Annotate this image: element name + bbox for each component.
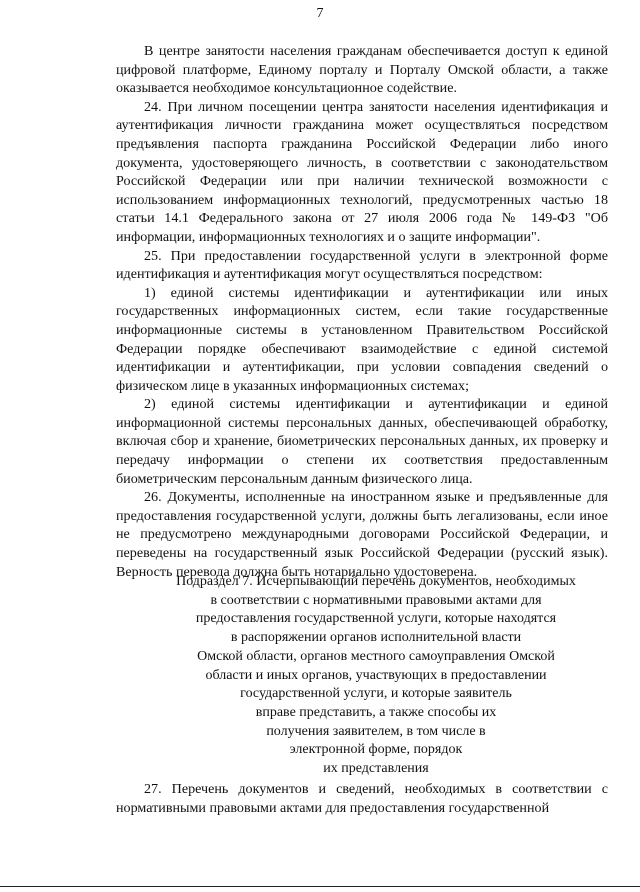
- heading-line: в распоряжении органов исполнительной власти: [230, 630, 522, 646]
- page-bottom-edge: [0, 886, 640, 887]
- heading-line: вправе представить, а также способы их: [255, 704, 497, 720]
- heading-line: их представления: [323, 761, 429, 777]
- document-body-continued: [116, 780, 608, 817]
- heading-line: электронной форме, порядок: [289, 742, 463, 758]
- heading-line: получения заявителем, в том числе в: [266, 723, 486, 739]
- page-number: 7: [316, 6, 324, 21]
- heading-line: в соответствии с нормативными правовыми актами для: [210, 592, 542, 608]
- document-body: [116, 42, 608, 581]
- paragraph-25-item-2: 2) единой системы идентификации и аутентификации и единой информационной системы персональных данных, обеспечивающей обработку, включая сбор и хранение, биометрических персональных данных, их проверку и передачу информации о степени их соответствия предоставленным биометрическим персональным данным физического лица.: [116, 396, 608, 487]
- paragraph-25-electronic-form: 25. При предоставлении государственной услуги в электронной форме идентификация и аутентификация могут осуществляться посредством:: [116, 247, 608, 283]
- heading-line: Омской области, органов местного самоуправления Омской: [197, 648, 555, 664]
- paragraph-25-item-1: 1) единой системы идентификации и аутентификации или иных государственных информационных систем, если такие государственные информационные системы в установленном Правительством Российской Федерации порядке обеспечивают взаимодействие с единой системой идентификации и аутентификации, при условии совпадения сведений о физическом лице в указанных информационных системах;: [116, 284, 608, 394]
- subsection-7-heading: [160, 573, 592, 779]
- heading-line: области и иных органов, участвующих в предоставлении: [205, 667, 547, 683]
- paragraph-26-foreign-documents: 26. Документы, исполненные на иностранном языке и предъявленные для предоставления государственной услуги, должны быть легализованы, если иное не предусмотрено международными договорами Российской Федерации, и переведены на государственный язык Российской Федерации (русский язык). Верность перевода должна быть нотариально удостоверена.: [116, 489, 608, 580]
- paragraph-27-documents-list: 27. Перечень документов и сведений, необходимых в соответствии с нормативными правовыми актами для предоставления государственной: [116, 781, 608, 816]
- heading-line: предоставления государственной услуги, которые находятся: [195, 611, 557, 627]
- heading-line: государственной услуги, и которые заявитель: [240, 686, 512, 702]
- heading-line: Подраздел 7. Исчерпывающий перечень документов, необходимых: [176, 574, 576, 589]
- paragraph-24-identification: 24. При личном посещении центра занятости населения идентификация и аутентификация личности гражданина может осуществляться посредством предъявления паспорта гражданина Российской Федерации либо иного документа, удостоверяющего личность, в соответствии с законодательством Российской Федерации или при наличии технической возможности с использованием информационных технологий, предусмотренных частью 18 статьи 14.1 Федерального закона от 27 июля 2006 года № 149-ФЗ "Об информации, информационных технологиях и о защите информации".: [116, 98, 608, 245]
- paragraph-digital-access: В центре занятости населения гражданам обеспечивается доступ к единой цифровой платформе, Единому порталу и Порталу Омской области, а также оказывается необходимое консультационное содействие.: [116, 43, 608, 97]
